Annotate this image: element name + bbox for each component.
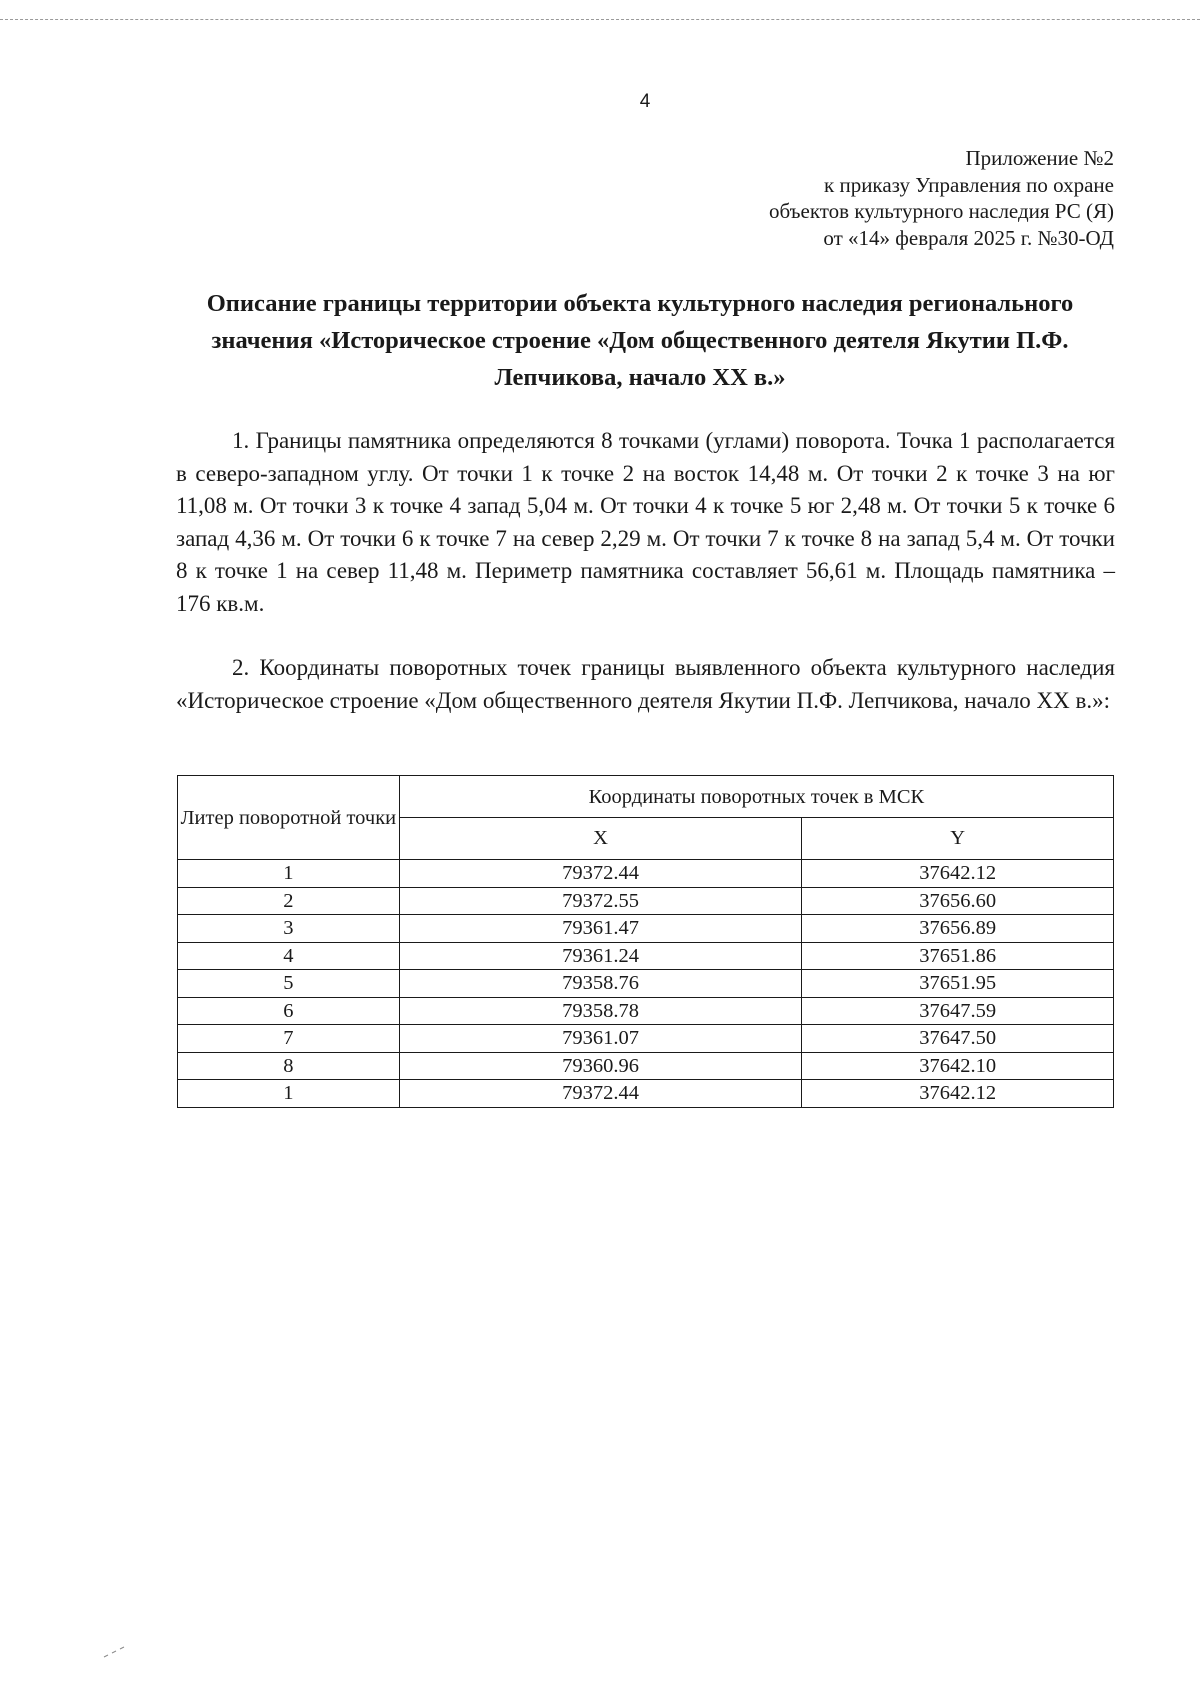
scan-edge-line	[0, 19, 1200, 20]
cell-x: 79372.55	[399, 887, 802, 915]
document-title: Описание границы территории объекта культурного наследия регионального значения «Историческое строение «Дом общественного деятеля Якутии П.Ф. Лепчикова, начало XX в.»	[206, 290, 1074, 391]
cell-x: 79372.44	[399, 1080, 802, 1108]
cell-y: 37642.12	[802, 1080, 1114, 1108]
appendix-line: объектов культурного наследия РС (Я)	[769, 199, 1114, 223]
table-row	[178, 942, 1114, 970]
cell-point: 1	[178, 1080, 400, 1108]
table-row	[178, 1080, 1114, 1108]
table-row	[178, 887, 1114, 915]
table-row	[178, 997, 1114, 1025]
header-x: X	[399, 818, 802, 860]
appendix-line: к приказу Управления по охране	[824, 172, 1114, 197]
cell-point: 1	[178, 860, 400, 888]
header-coordinates: Координаты поворотных точек в МСК	[399, 776, 1113, 818]
cell-x: 79372.44	[399, 860, 802, 888]
cell-x: 79358.76	[399, 970, 802, 998]
cell-y: 37642.10	[802, 1052, 1114, 1080]
appendix-reference	[769, 145, 1114, 251]
cell-point: 5	[178, 970, 400, 998]
paragraph-boundary-description	[176, 425, 1115, 620]
coordinates-table	[177, 775, 1114, 1108]
cell-y: 37647.50	[802, 1025, 1114, 1053]
cell-point: 4	[178, 942, 400, 970]
cell-x: 79361.24	[399, 942, 802, 970]
cell-y: 37647.59	[802, 997, 1114, 1025]
header-y: Y	[802, 818, 1114, 860]
cell-x: 79358.78	[399, 997, 802, 1025]
cell-y: 37642.12	[802, 860, 1114, 888]
paragraph-text: 1. Границы памятника определяются 8 точками (углами) поворота. Точка 1 располагается в северо-западном углу. От точки 1 к точке 2 на восток 14,48 м. От точки 2 к точке 3 на юг 11,08 м. От точки 3 к точке 4 запад 5,04 м. От точки 4 к точке 5 юг 2,48 м. От точки 5 к точке 6 запад 4,36 м. От точки 6 к точке 7 на север 2,29 м. От точки 7 к точке 8 на запад 5,4 м. От точки 8 к точке 1 на север 11,48 м. Периметр памятника составляет 56,61 м. Площадь памятника – 176 кв.м.	[176, 428, 1115, 616]
header-point-letter: Литер поворотной точки	[178, 776, 400, 860]
cell-y: 37651.86	[802, 942, 1114, 970]
cell-point: 2	[178, 887, 400, 915]
cell-point: 3	[178, 915, 400, 943]
table-row	[178, 860, 1114, 888]
cell-x: 79361.07	[399, 1025, 802, 1053]
appendix-line: от «14» февраля 2025 г. №30-ОД	[823, 225, 1114, 250]
cell-x: 79361.47	[399, 915, 802, 943]
appendix-line: Приложение №2	[965, 146, 1114, 170]
cell-y: 37656.60	[802, 887, 1114, 915]
paragraph-text: 2. Координаты поворотных точек границы выявленного объекта культурного наследия «Историческое строение «Дом общественного деятеля Якутии П.Ф. Лепчикова, начало XX в.»:	[176, 655, 1115, 713]
scan-speck-mark	[102, 1645, 126, 1659]
cell-y: 37651.95	[802, 970, 1114, 998]
table-row	[178, 915, 1114, 943]
table-header-row	[178, 776, 1114, 818]
cell-x: 79360.96	[399, 1052, 802, 1080]
table-row	[178, 1025, 1114, 1053]
cell-point: 7	[178, 1025, 400, 1053]
table-row	[178, 1052, 1114, 1080]
table-row	[178, 970, 1114, 998]
paragraph-coordinates-intro	[176, 652, 1115, 717]
page-number: 4	[639, 91, 651, 112]
cell-point: 6	[178, 997, 400, 1025]
cell-point: 8	[178, 1052, 400, 1080]
cell-y: 37656.89	[802, 915, 1114, 943]
